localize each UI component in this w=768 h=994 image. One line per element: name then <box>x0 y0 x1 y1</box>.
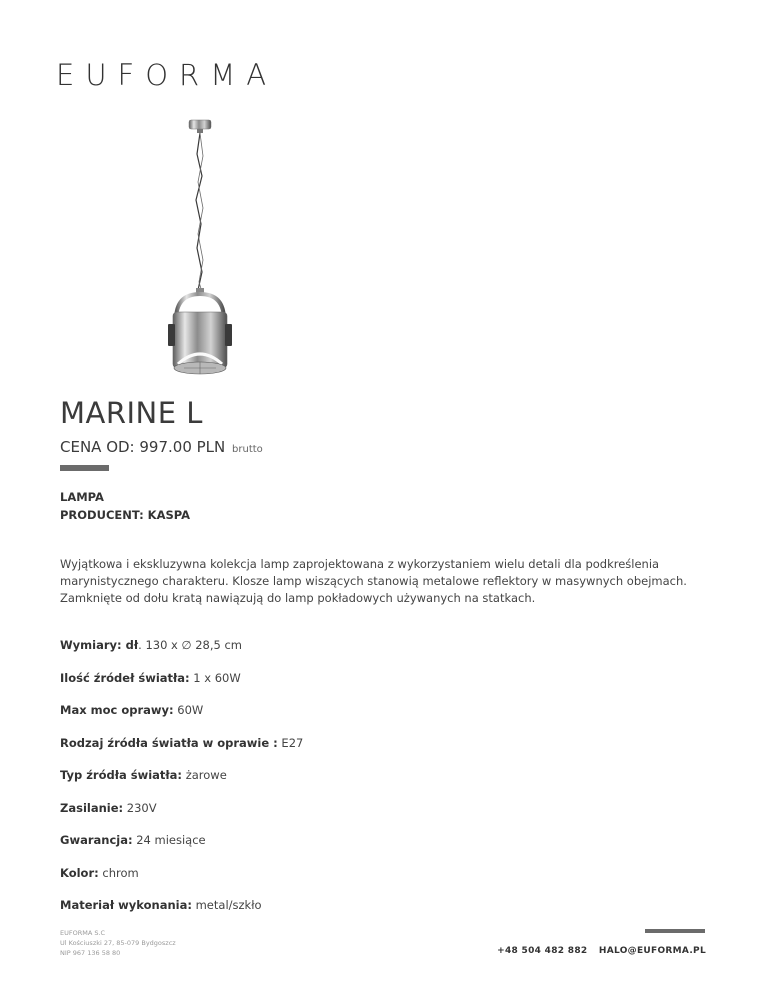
spec-value: 230V <box>123 800 157 815</box>
spec-label: Zasilanie: <box>60 800 124 815</box>
spec-value: 1 x 60W <box>189 670 241 685</box>
company-info <box>60 928 176 958</box>
spec-item <box>60 766 303 799</box>
spec-item <box>60 701 303 734</box>
spec-value: metal/szkło <box>191 898 262 912</box>
spec-label: Typ źródła światła: <box>60 768 183 782</box>
footer-divider <box>645 929 705 933</box>
spec-value: 60W <box>173 703 204 717</box>
spec-item <box>60 669 303 702</box>
product-meta <box>60 488 190 524</box>
product-category: LAMPA <box>60 490 104 504</box>
spec-value: 24 miesiące <box>132 833 206 847</box>
section-divider <box>60 465 109 471</box>
pendant-lamp-image <box>150 112 250 386</box>
spec-value: E27 <box>277 735 304 750</box>
spec-item <box>60 864 303 897</box>
price-suffix: brutto <box>232 444 263 455</box>
spec-label: Materiał wykonania: <box>60 898 192 912</box>
price-value: CENA OD: 997.00 PLN <box>60 438 226 456</box>
product-description: Wyjątkowa i ekskluzywna kolekcja lamp zaprojektowana z wykorzystaniem wielu detali dla podkreślenia marynistycznego charakteru. Klosze lamp wiszących stanowią metalowe reflektory w masywnych obejmach. Zamknięte od dołu kratą nawiązują do lamp pokładowych używanych na statkach. <box>60 557 687 605</box>
phone-link[interactable]: +48 504 482 882 <box>497 946 588 956</box>
product-producer: PRODUCENT: KASPA <box>60 508 191 522</box>
spec-value: żarowe <box>182 768 227 782</box>
spec-value: chrom <box>98 865 139 880</box>
product-title: MARINE L <box>60 396 203 430</box>
company-nip: NIP 967 136 58 80 <box>60 949 121 957</box>
spec-list <box>60 636 303 929</box>
spec-item <box>60 831 303 864</box>
contact-info <box>497 946 706 956</box>
spec-item <box>60 799 303 832</box>
product-price <box>60 438 263 456</box>
email-link[interactable]: HALO@EUFORMA.PL <box>598 946 706 956</box>
company-address: Ul Kościuszki 27, 85-079 Bydgoszcz <box>60 939 176 947</box>
spec-item <box>60 734 303 767</box>
spec-label: Rodzaj źródła światła w oprawie : <box>60 735 278 750</box>
spec-item <box>60 896 303 929</box>
brand-logo: EUFORMA <box>56 58 278 92</box>
company-name: EUFORMA S.C <box>60 929 106 937</box>
spec-item <box>60 636 303 669</box>
spec-label: Wymiary: dł <box>60 638 139 652</box>
spec-label: Ilość źródeł światła: <box>60 670 190 685</box>
spec-label: Max moc oprawy: <box>60 703 174 717</box>
spec-label: Kolor: <box>60 865 99 880</box>
spec-label: Gwarancja: <box>60 833 133 847</box>
spec-value: . 130 x ∅ 28,5 cm <box>138 638 242 652</box>
